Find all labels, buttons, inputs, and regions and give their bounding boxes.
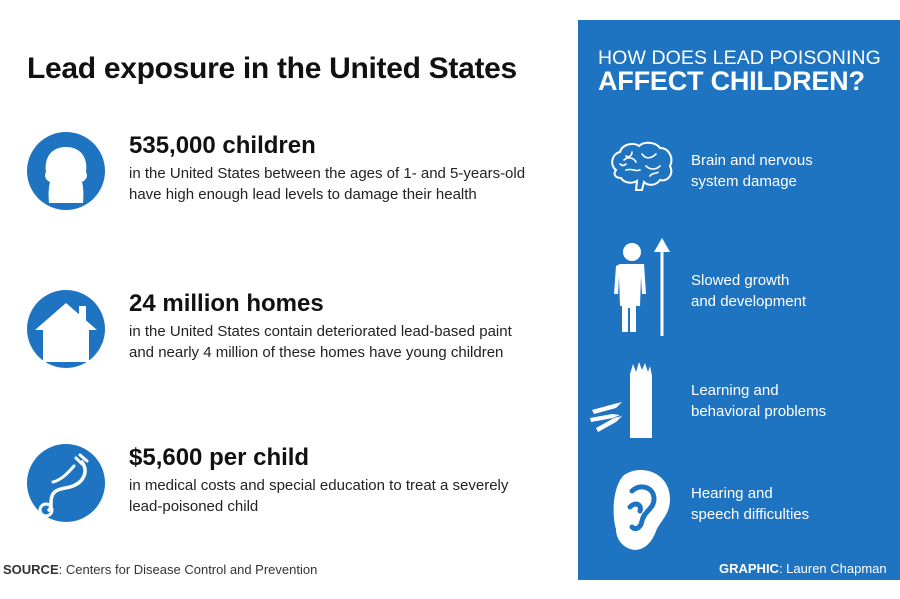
stat-description-line: in the United States contain deteriorated lead-based paint: [129, 323, 512, 340]
effect-hearing: [578, 467, 900, 557]
stat-description: [129, 321, 569, 363]
source-text: : Centers for Disease Control and Prevention: [58, 562, 318, 577]
stat-description-line: in the United States between the ages of 1- and 5-years-old: [129, 165, 526, 182]
page-title: Lead exposure in the United States: [27, 52, 517, 85]
stat-homes: [0, 290, 570, 390]
child-growth-arrow-icon: [606, 232, 686, 342]
ear-icon: [608, 467, 674, 553]
stat-description-line: in medical costs and special education to treat a severely: [129, 477, 509, 494]
stat-cost-text: [129, 444, 569, 517]
graphic-credit: [719, 561, 887, 576]
effect-brain: [578, 140, 900, 230]
crayons-icon: [588, 360, 660, 442]
source-label: SOURCE: [3, 562, 59, 577]
stat-cost: [0, 444, 570, 544]
effect-line: system damage: [691, 173, 797, 190]
stethoscope-icon: [27, 444, 105, 522]
effect-text: [691, 483, 809, 525]
effect-line: Hearing and: [691, 485, 773, 502]
effects-panel: [578, 20, 900, 580]
stat-description-line: and nearly 4 million of these homes have young children: [129, 344, 504, 361]
effect-growth: [578, 232, 900, 322]
stat-description-line: lead-poisoned child: [129, 498, 259, 515]
stat-children: [0, 132, 570, 232]
effect-line: speech difficulties: [691, 506, 810, 523]
effect-text: [691, 380, 826, 422]
stat-headline: 535,000 children: [129, 132, 316, 159]
stat-headline: $5,600 per child: [129, 444, 310, 471]
stat-homes-text: [129, 290, 569, 363]
effect-line: behavioral problems: [691, 403, 827, 420]
effect-line: Learning and: [691, 382, 779, 399]
house-icon: [27, 290, 105, 368]
effect-learning: [578, 360, 900, 450]
effect-text: [691, 150, 813, 192]
stat-description: [129, 475, 569, 517]
credit-label: GRAPHIC: [719, 561, 779, 576]
brain-icon: [606, 140, 676, 196]
source-note: [3, 562, 317, 577]
effect-text: [691, 270, 806, 312]
panel-question-line1: HOW DOES LEAD POISONING: [598, 47, 881, 69]
effect-line: and development: [691, 293, 807, 310]
effect-line: Brain and nervous: [691, 152, 813, 169]
effect-line: Slowed growth: [691, 272, 790, 289]
stat-description: [129, 163, 569, 205]
stat-children-text: [129, 132, 569, 205]
panel-question-line2: AFFECT CHILDREN?: [598, 66, 865, 96]
child-head-icon: [27, 132, 105, 210]
credit-text: : Lauren Chapman: [778, 561, 887, 576]
stat-description-line: have high enough lead levels to damage their health: [129, 186, 477, 203]
stat-headline: 24 million homes: [129, 290, 324, 317]
